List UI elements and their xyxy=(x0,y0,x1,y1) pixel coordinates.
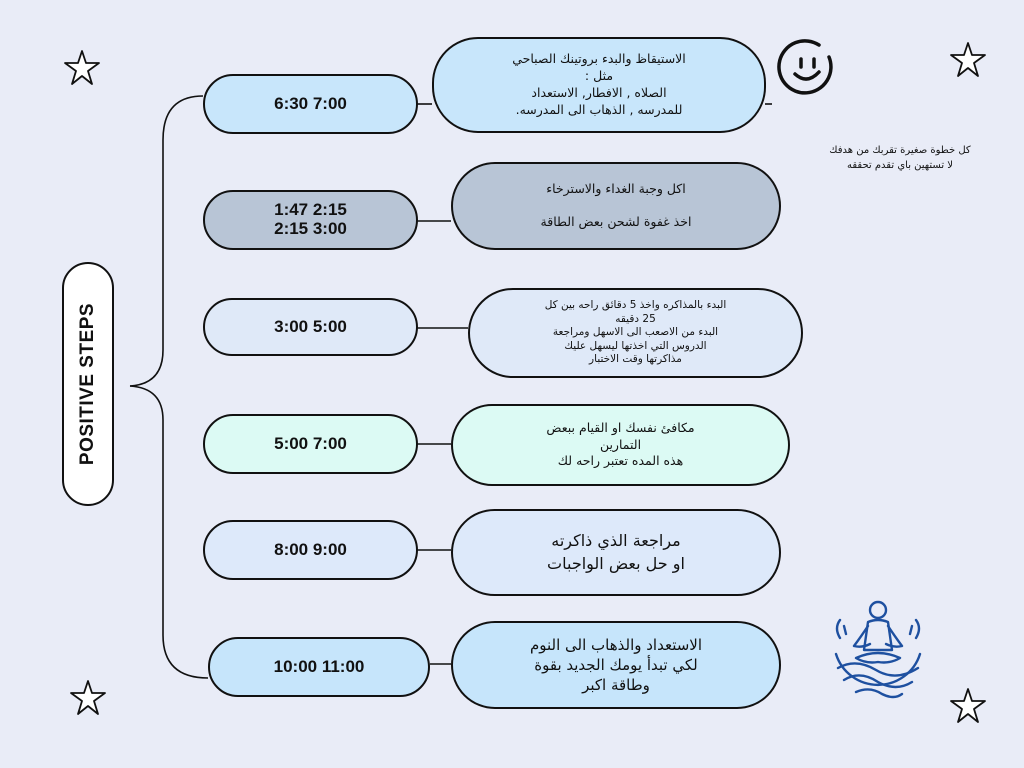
time-node-6 xyxy=(208,637,430,697)
time-label: 3:00 5:00 xyxy=(274,316,347,336)
description-text: الاستعداد والذهاب الى النوم لكي تبدأ يومك الجديد بقوة وطاقة اكبر xyxy=(529,635,703,695)
time-node-3 xyxy=(203,298,418,356)
quote-line-2: لا تستهين باي تقدم تحققه xyxy=(846,159,954,171)
motivational-quote xyxy=(800,144,1000,173)
description-node-4 xyxy=(451,404,790,486)
description-node-1 xyxy=(432,37,766,133)
description-node-2 xyxy=(451,162,781,250)
time-label: 1:47 2:15 2:15 3:00 xyxy=(274,200,347,238)
description-text: مراجعة الذي ذاكرته او حل بعض الواجبات xyxy=(547,531,685,573)
time-label: 5:00 7:00 xyxy=(274,433,347,453)
star-icon xyxy=(948,40,988,80)
description-text: البدء بالمذاكره واخذ 5 دقائق راحه بين كل 25 دقيقه البدء من الاصعب الى الاسهل ومراجعة الدروس التي اخذتها ليسهل عليك مذاكرتها وقت الاختبار xyxy=(544,298,727,366)
time-node-1 xyxy=(203,74,418,134)
bracket-bottom-connector xyxy=(130,386,208,678)
quote-line-1: كل خطوة صغيرة تقربك من هدفك xyxy=(829,145,971,156)
star-icon xyxy=(62,48,102,88)
description-node-3 xyxy=(468,288,803,378)
bracket-top-connector xyxy=(130,96,203,386)
description-node-6 xyxy=(451,621,781,709)
description-text: اكل وجبة الغداء والاسترخاء اخذ غفوة لشحن بعض الطاقة xyxy=(540,180,692,230)
root-label: POSITIVE STEPS xyxy=(77,302,98,466)
time-node-2 xyxy=(203,190,418,250)
star-icon xyxy=(948,686,988,726)
smiley-icon xyxy=(777,37,839,99)
time-label: 6:30 7:00 xyxy=(274,93,347,113)
time-node-5 xyxy=(203,520,418,580)
time-label: 8:00 9:00 xyxy=(274,539,347,559)
root-node xyxy=(62,262,114,506)
time-label: 10:00 11:00 xyxy=(273,656,365,676)
meditation-icon xyxy=(826,598,930,706)
star-icon xyxy=(68,678,108,718)
time-node-4 xyxy=(203,414,418,474)
description-text: مكافئ نفسك او القيام ببعض التمارين هذه المده تعتبر راحه لك xyxy=(546,419,695,469)
description-node-5 xyxy=(451,509,781,596)
description-text: الاستيقاظ والبدء بروتينك الصباحي مثل : الصلاه , الافطار, الاستعداد للمدرسه , الذهاب الى المدرسه. xyxy=(512,51,686,117)
